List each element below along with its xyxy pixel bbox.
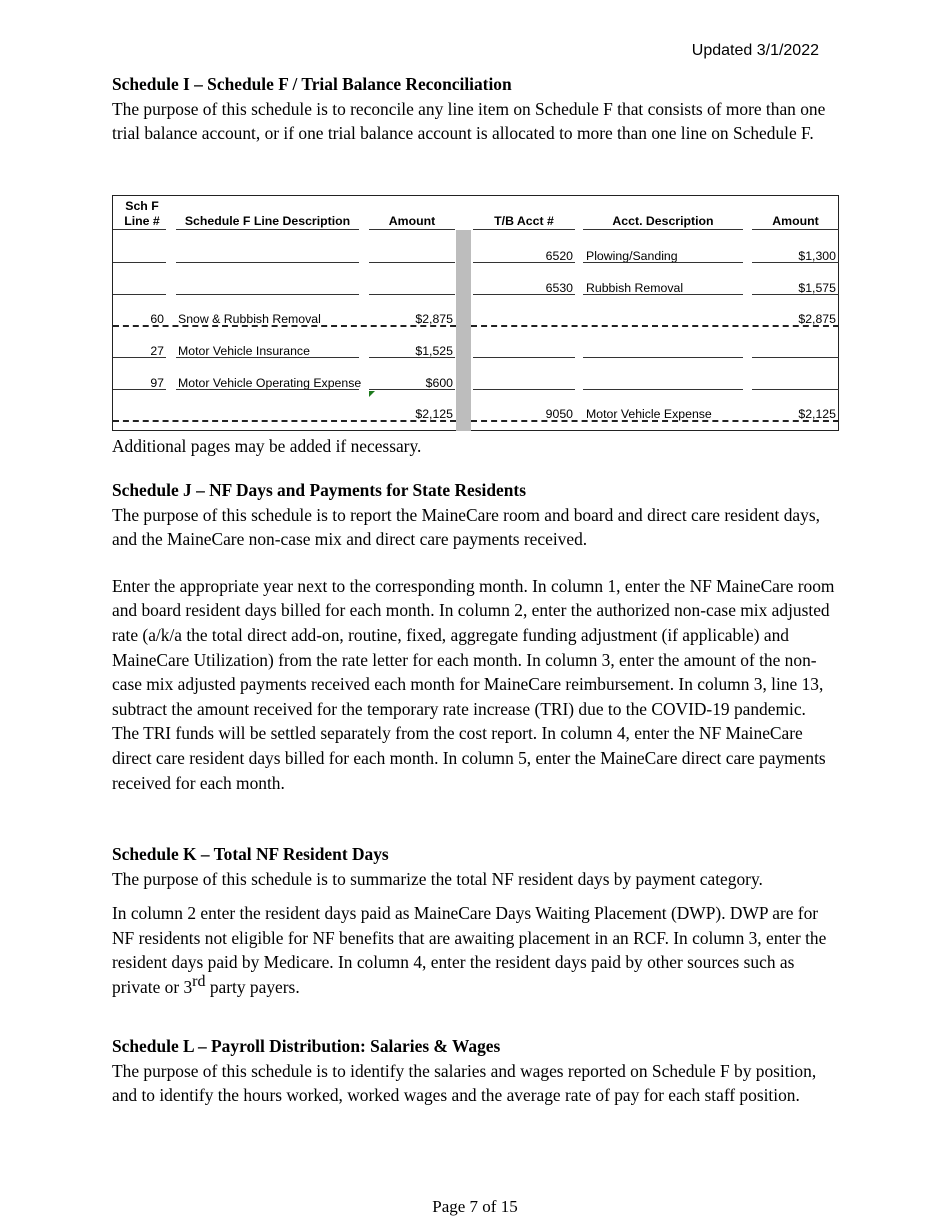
schedule-i-title: Schedule I – Schedule F / Trial Balance Reconciliation — [112, 74, 512, 94]
schedule-j-purpose: The purpose of this schedule is to report the MaineCare room and board and direct care resident days, and the MaineCare non-case mix and direct care payments received. — [112, 504, 820, 550]
schedule-k-text-end: party payers. — [205, 976, 300, 997]
line-number-cell: 97 — [150, 376, 164, 390]
header-acct-description: Acct. Description — [612, 214, 714, 228]
dashed-separator — [113, 325, 456, 327]
reconciliation-table — [112, 195, 839, 431]
ordinal-suffix: rd — [192, 973, 206, 991]
amount-cell: $2,125 — [415, 407, 453, 421]
schedule-j-title: Schedule J – NF Days and Payments for State Residents — [112, 480, 526, 500]
tb-acct-cell: 6520 — [545, 249, 573, 263]
amount-cell: $1,525 — [415, 344, 453, 358]
header-sch-f-line — [119, 199, 165, 229]
schedule-k-section — [112, 842, 836, 1000]
schedule-l-section — [112, 1034, 836, 1108]
line-desc-cell: Motor Vehicle Operating Expense — [178, 376, 362, 390]
schedule-k-text: In column 2 enter the resident days paid as MaineCare Days Waiting Placement (DWP). DWP are for NF residents not eligible for NF benefits that are awaiting placement in an RCF. In column 3, enter the resident days paid by Medicare. In column 4, enter the resident days paid by other sources such as private or 3 — [112, 903, 827, 997]
header-line-no: Line # — [124, 214, 160, 228]
acct-desc-cell: Rubbish Removal — [586, 281, 684, 295]
header-sch-f: Sch F — [125, 199, 159, 213]
amount-cell: $600 — [425, 376, 453, 390]
schedule-k-instructions — [112, 901, 836, 999]
table-footnote: Additional pages may be added if necessary. — [112, 436, 422, 456]
schedule-l-title: Schedule L – Payroll Distribution: Salaries & Wages — [112, 1036, 501, 1056]
dashed-separator — [113, 420, 456, 422]
dashed-separator — [471, 325, 839, 327]
line-desc-cell: Snow & Rubbish Removal — [178, 312, 321, 326]
amount2-cell: $2,125 — [798, 407, 836, 421]
schedule-i-body: The purpose of this schedule is to reconcile any line item on Schedule F that consists of more than one trial balance account, or if one trial balance account is allocated to more than one line on Schedule F. — [112, 98, 826, 144]
acct-desc-cell: Plowing/Sanding — [586, 249, 678, 263]
line-number-cell: 60 — [150, 312, 164, 326]
amount2-cell: $1,300 — [798, 249, 836, 263]
line-desc-cell: Motor Vehicle Insurance — [178, 344, 310, 358]
schedule-j-section — [112, 478, 836, 795]
amount2-cell: $1,575 — [798, 281, 836, 295]
header-line-description: Schedule F Line Description — [184, 214, 351, 228]
schedule-i-section — [112, 72, 836, 146]
table-divider-shade — [456, 230, 471, 431]
cell-comment-marker — [369, 391, 375, 397]
amount-cell: $2,875 — [415, 312, 453, 326]
dashed-separator — [471, 420, 839, 422]
header-amount: Amount — [388, 214, 436, 228]
page-number: Page 7 of 15 — [432, 1197, 518, 1216]
amount2-cell: $2,875 — [798, 312, 836, 326]
line-number-cell: 27 — [150, 344, 164, 358]
tb-acct-cell: 6530 — [545, 281, 573, 295]
schedule-k-purpose: The purpose of this schedule is to summarize the total NF resident days by payment category. — [112, 868, 763, 889]
acct-desc-cell: Motor Vehicle Expense — [586, 407, 712, 421]
tb-acct-cell: 9050 — [545, 407, 573, 421]
schedule-k-title: Schedule K – Total NF Resident Days — [112, 844, 389, 864]
schedule-j-instructions: Enter the appropriate year next to the corresponding month. In column 1, enter the NF MaineCare room and board resident days billed for each month. In column 2, enter the authorized non-case mix adjusted rate (a/k/a the total direct add-on, routine, fixed, aggregate funding adjustment (if applicable) and MaineCare Utilization) from the rate letter for each month. In column 3, enter the amount of the non-case mix adjusted payments received each month for MaineCare reimbursement. In column 3, line 13, subtract the amount received for the temporary rate increase (TRI) due to the COVID-19 pandemic. The TRI funds will be settled separately from the cost report. In column 4, enter the NF MaineCare direct care resident days billed for each month. In column 5, enter the MaineCare direct care payments received for each month. — [112, 575, 835, 793]
header-amount-2: Amount — [772, 214, 819, 228]
schedule-l-body: The purpose of this schedule is to identify the salaries and wages reported on Schedule F by position, and to identify the hours worked, worked wages and the average rate of pay for each staff position. — [112, 1060, 817, 1106]
header-tb-acct: T/B Acct # — [494, 214, 554, 228]
updated-date: Updated 3/1/2022 — [691, 42, 819, 59]
